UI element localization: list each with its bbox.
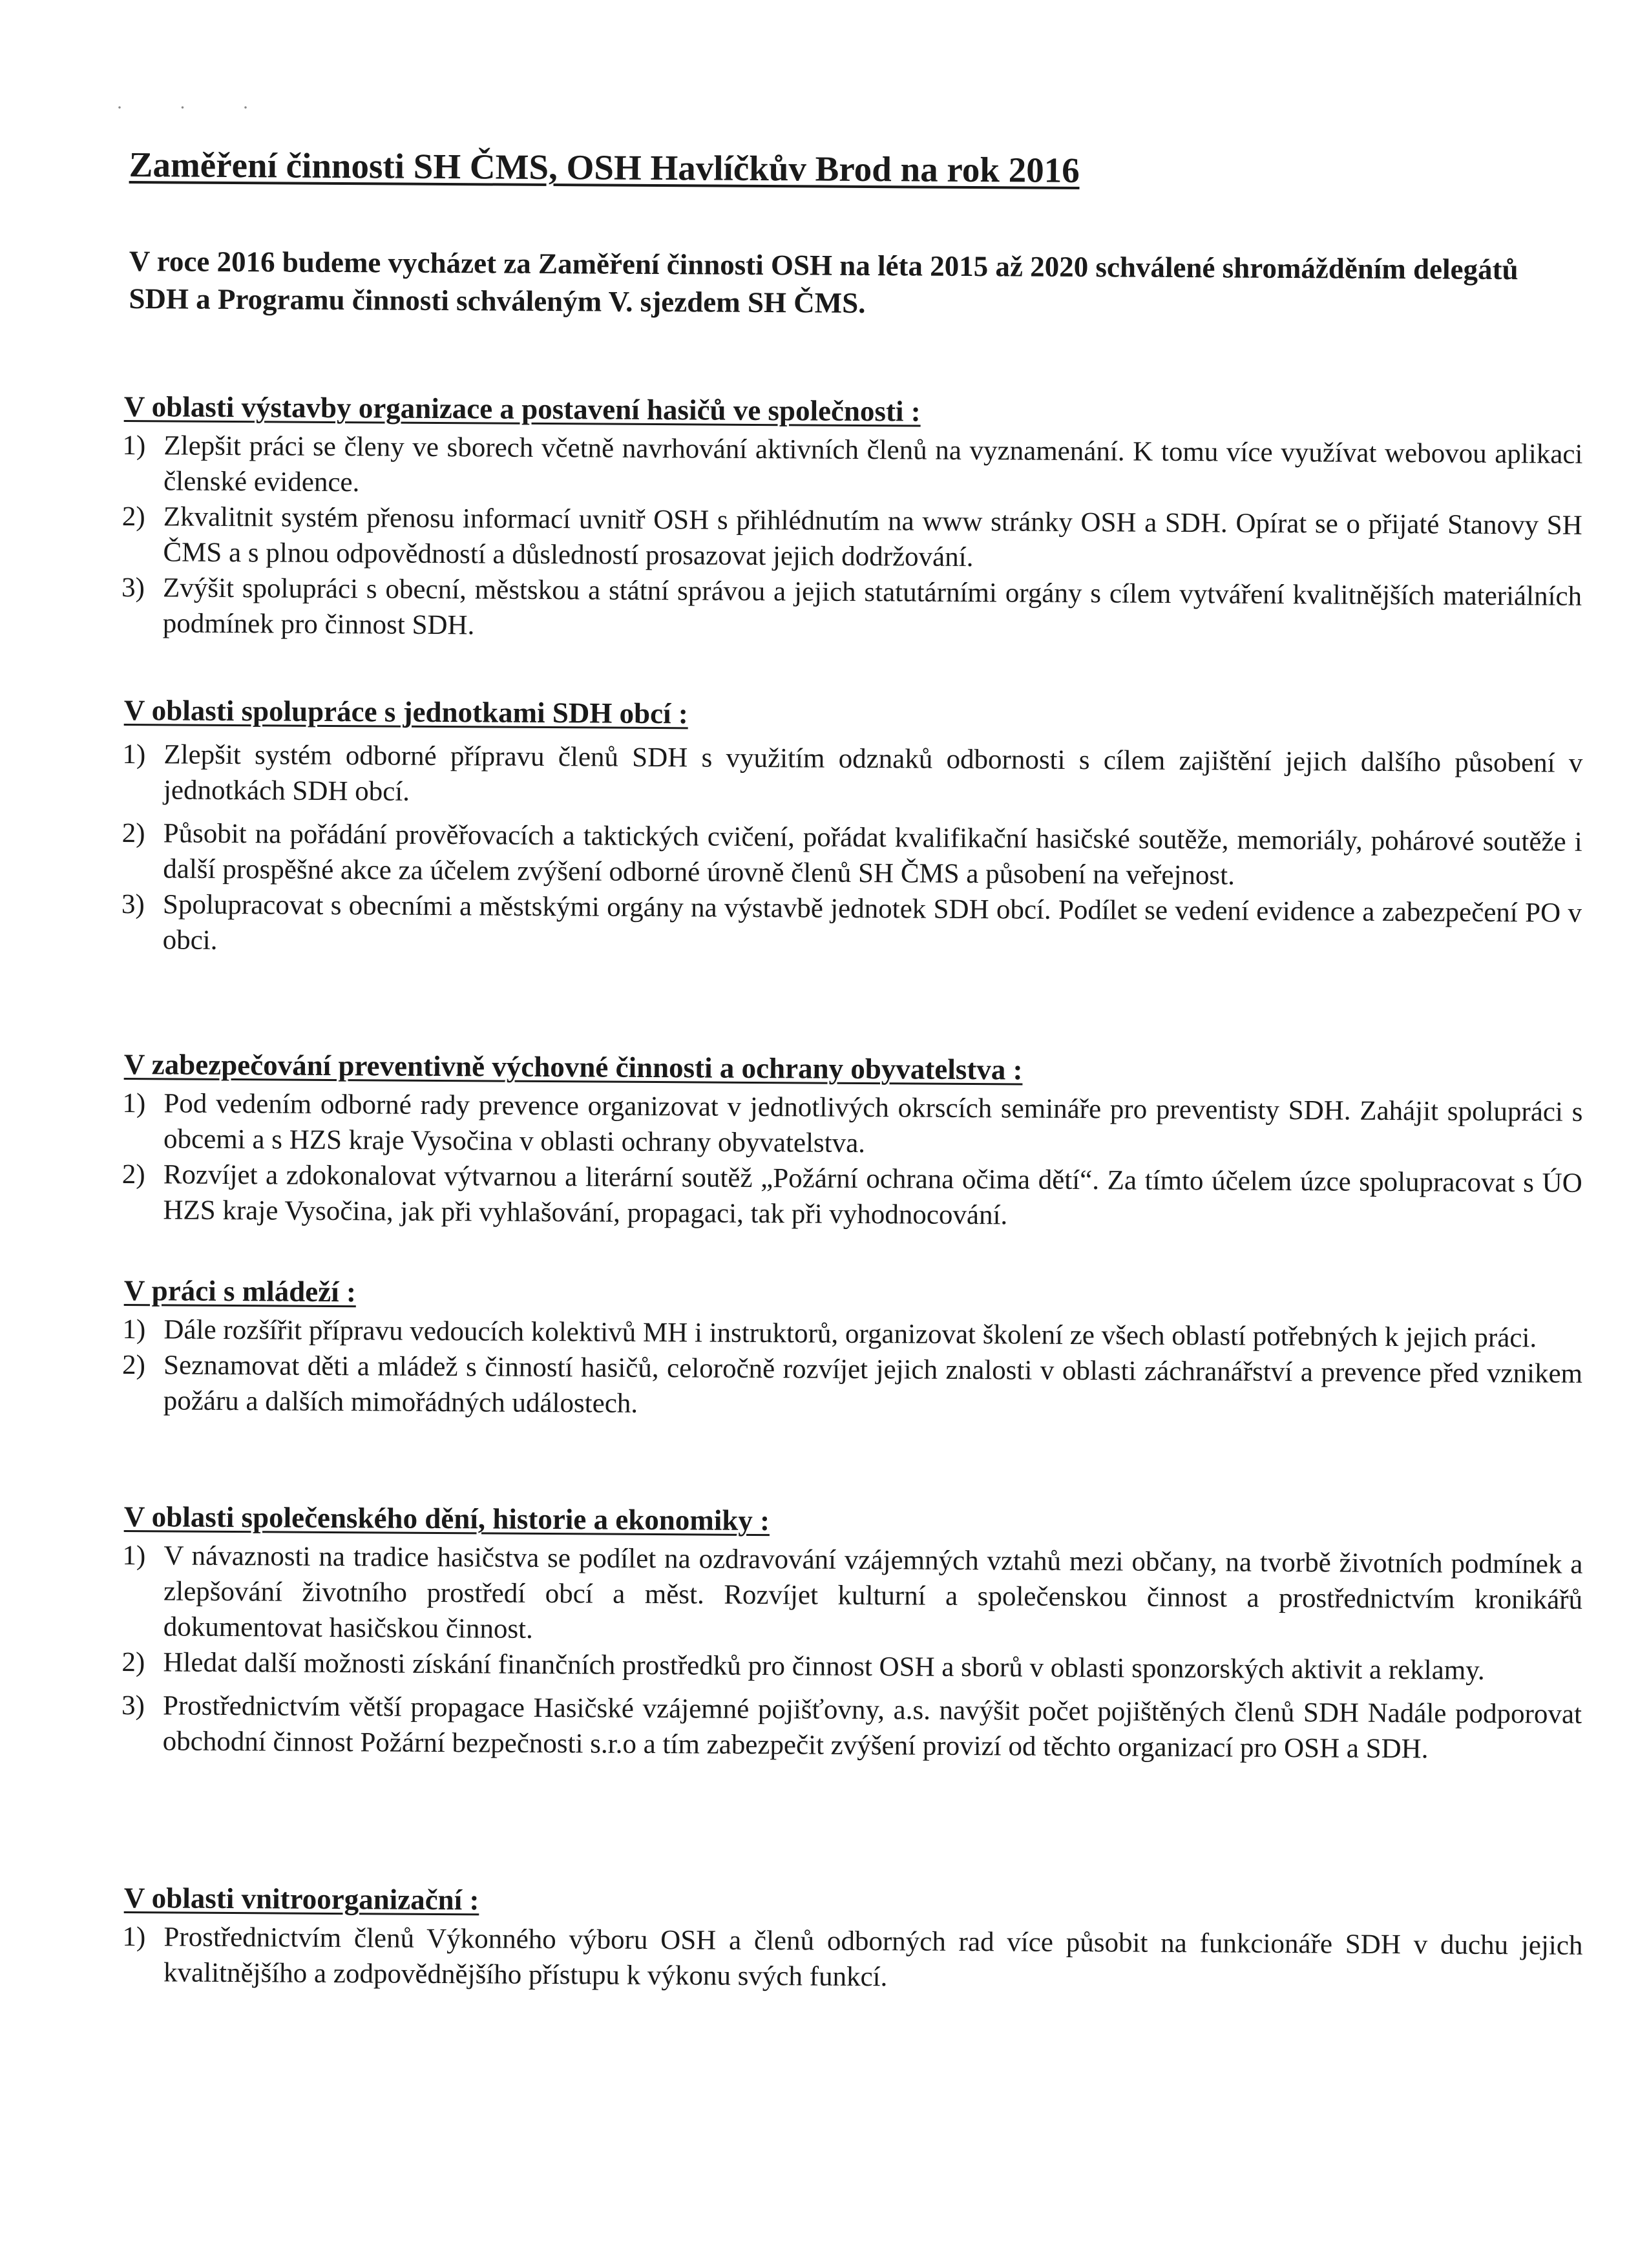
item-number: 2) — [121, 501, 145, 532]
list-item — [121, 570, 1582, 650]
list-item — [121, 1688, 1582, 1768]
section-heading: V oblasti vnitroorganizační : — [123, 1882, 479, 1916]
item-number: 3) — [121, 1690, 145, 1721]
list-item — [122, 1919, 1583, 1999]
item-text: Působit na pořádání prověřovacích a taktických cvičení, pořádat kvalifikační hasičské soutěže, memoriály, pohárové soutěže i další prospěšné akce za účelem zvýšení odborné úrovně členů SH ČMS a působení na veřejnost. — [163, 818, 1582, 891]
item-number: 1) — [122, 1087, 146, 1119]
section-heading: V oblasti výstavby organizace a postavení hasičů ve společnosti : — [123, 390, 921, 428]
section-heading: V zabezpečování preventivně výchovné činnosti a ochrany obyvatelstva : — [123, 1048, 1023, 1086]
item-number: 3) — [121, 888, 145, 920]
item-text: Dále rozšířit přípravu vedoucích kolektivů MH i instruktorů, organizovat školení ze všech oblastí potřebných k jejich práci. — [163, 1314, 1537, 1354]
item-text: Hledat další možnosti získání finančních prostředků pro činnost OSH a sborů v oblasti sponzorských aktivit a reklamy. — [163, 1647, 1485, 1686]
item-number: 1) — [122, 739, 146, 770]
list-item — [121, 1157, 1582, 1237]
item-number: 1) — [122, 1540, 146, 1571]
item-number: 1) — [122, 1314, 146, 1345]
item-number: 2) — [121, 1349, 146, 1381]
item-text: Rozvíjet a zdokonalovat výtvarnou a literární soutěž „Požární ochrana očima dětí“. Za tímto účelem úzce spolupracovat s ÚO HZS kraje Vysočina, jak při vyhlašování, propagaci, tak při vyhodnocování. — [163, 1159, 1582, 1231]
section-heading: V práci s mládeží : — [123, 1274, 357, 1308]
scan-speck-marks: · · · — [116, 97, 275, 118]
list-item — [121, 887, 1582, 967]
item-text: Zlepšit systém odborné přípravu členů SDH s využitím odznaků odbornosti s cílem zajištění jejich dalšího působení v jednotkách SDH obcí. — [163, 739, 1583, 807]
item-text: Zvýšit spolupráci s obecní, městskou a státní správou a jejich statutárními orgány s cílem vytváření kvalitnějších materiálních podmínek pro činnost SDH. — [162, 572, 1582, 641]
section-internal — [122, 1879, 1583, 1999]
section-society — [121, 1498, 1583, 1768]
item-text: Spolupracovat s obecními a městskými orgány na výstavbě jednotek SDH obcí. Podílet se vedení evidence a zabezpečení PO v obci. — [162, 889, 1582, 956]
item-number: 2) — [121, 1646, 145, 1678]
section-units — [121, 691, 1582, 967]
list-item — [122, 1347, 1583, 1427]
item-number: 2) — [121, 817, 145, 849]
item-text: Prostřednictvím členů Výkonného výboru OSH a členů odborných rad více působit na funkcionáře SDH v duchu jejich kvalitnějšího a zodpovědnějšího přístupu k výkonu svých funkcí. — [163, 1922, 1583, 1993]
section-heading: V oblasti spolupráce s jednotkami SDH obcí : — [123, 694, 688, 730]
item-text: Zlepšit práci se členy ve sborech včetně navrhování aktivních členů na vyznamenání. K tomu více využívat webovou aplikaci členské evidence. — [163, 430, 1583, 498]
list-item — [122, 428, 1583, 508]
item-text: Prostřednictvím větší propagace Hasičské vzájemné pojišťovny, a.s. navýšit počet pojištěných členů SDH Nadále podporovat obchodní činnost Požární bezpečnosti s.r.o a tím zabezpečit zvýšení provizí od těchto organizací pro OSH a SDH. — [162, 1690, 1582, 1765]
item-text: V návaznosti na tradice hasičstva se podílet na ozdravování vzájemných vztahů mezi občany, na tvorbě životních podmínek a zlepšování životního prostředí obcí a měst. Rozvíjet kulturní a společenskou činnost a prostřednictvím kronikářů dokumentovat hasičskou činnost. — [163, 1540, 1583, 1644]
item-number: 3) — [121, 572, 145, 604]
item-number: 1) — [122, 430, 146, 461]
list-item — [122, 1086, 1583, 1166]
item-number: 1) — [122, 1921, 146, 1953]
list-item — [121, 815, 1582, 896]
list-item — [121, 499, 1582, 579]
document-title: Zaměření činnosti SH ČMS, OSH Havlíčkův Brod na rok 2016 — [129, 144, 1080, 190]
item-text: Seznamovat děti a mládež s činností hasičů, celoročně rozvíjet jejich znalosti v oblasti záchranářství a prevence před vznikem požáru a dalších mimořádných událostech. — [163, 1350, 1583, 1419]
section-youth — [122, 1272, 1583, 1427]
intro-paragraph: V roce 2016 budeme vycházet za Zaměření činnosti OSH na léta 2015 až 2020 schválené shromážděním delegátů SDH a Programu činnosti schváleným V. sjezdem SH ČMS. — [129, 244, 1518, 319]
section-heading: V oblasti společenského dění, historie a ekonomiky : — [123, 1500, 770, 1537]
list-item — [122, 737, 1583, 817]
section-organization — [121, 388, 1583, 650]
item-text: Pod vedením odborné rady prevence organizovat v jednotlivých okrscích semináře pro preventisty SDH. Zahájit spolupráci s obcemi a s HZS kraje Vysočina v oblasti ochrany obyvatelstva. — [163, 1088, 1583, 1159]
list-item — [122, 1538, 1583, 1654]
item-number: 2) — [121, 1159, 145, 1190]
item-text: Zkvalitnit systém přenosu informací uvnitř OSH s přihlédnutím na www stránky OSH a SDH. Opírat se o přijaté Stanovy SH ČMS a s plnou odpovědností a důsledností prosazovat jejich dodržování. — [163, 501, 1582, 573]
section-prevention — [121, 1045, 1583, 1237]
